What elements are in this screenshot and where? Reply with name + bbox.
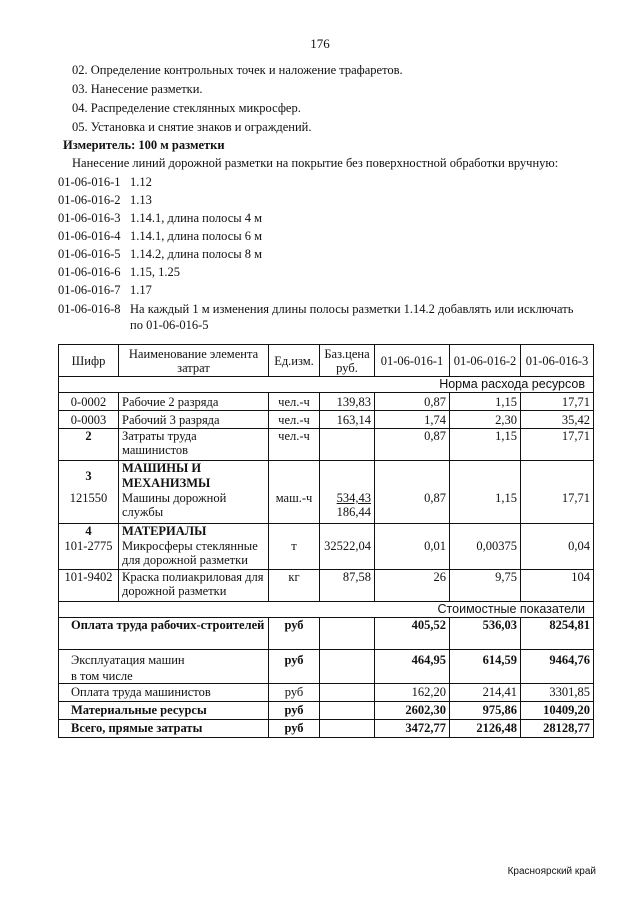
cell-empty (450, 523, 521, 539)
section-row-norm (59, 377, 594, 393)
summary-value: 3472,77 (375, 719, 450, 737)
code-label: 01-06-016-5 (58, 247, 121, 261)
cell-value: 0,01 (375, 539, 450, 569)
operation-item: 05. Установка и снятие знаков и ограждений. (72, 120, 312, 134)
summary-value: 28128,77 (521, 719, 594, 737)
cell-price-empty (320, 429, 375, 461)
summary-name: Оплата труда рабочих-строителей (59, 617, 269, 649)
cell-name: Машины дорожной службы (119, 491, 269, 523)
cell-price: 32522,04 (320, 539, 375, 569)
header-name: Наименование элемента затрат (119, 345, 269, 377)
summary-unit: руб (269, 617, 320, 649)
summary-unit: руб (269, 683, 320, 701)
summary-name: Оплата труда машинистов (59, 683, 269, 701)
code-label: 01-06-016-6 (58, 265, 121, 279)
summary-value: 9464,76 (521, 649, 594, 683)
cell-value: 35,42 (521, 411, 594, 429)
summary-value: 2602,30 (375, 701, 450, 719)
cell-empty (521, 523, 594, 539)
summary-value: 975,86 (450, 701, 521, 719)
cell-empty (320, 461, 375, 492)
section-row-cost (59, 601, 594, 617)
code-label: 01-06-016-8 (58, 302, 121, 316)
summary-value: 536,03 (450, 617, 521, 649)
cell-value: 17,71 (521, 393, 594, 411)
code-label: 01-06-016-3 (58, 211, 121, 225)
cell-code: 0-0003 (59, 411, 119, 429)
header-unit: Ед.изм. (269, 345, 320, 377)
cell-group-name: МАШИНЫ И МЕХАНИЗМЫ (119, 461, 269, 492)
header-col-2: 01-06-016-2 (450, 345, 521, 377)
code-value: 1.14.1, длина полосы 4 м (130, 211, 263, 225)
cell-empty (320, 683, 375, 701)
page-number: 176 (310, 36, 330, 51)
table-row (59, 411, 594, 429)
summary-value: 162,20 (375, 683, 450, 701)
cell-price: 163,14 (320, 411, 375, 429)
cell-empty (320, 701, 375, 719)
cell-empty (269, 461, 320, 492)
code-value: 1.12 (130, 175, 152, 189)
header-col-3: 01-06-016-3 (521, 345, 594, 377)
cell-unit: т (269, 539, 320, 569)
table-row (59, 539, 594, 569)
summary-row (59, 617, 594, 649)
table-group-row (59, 523, 594, 539)
code-label: 01-06-016-7 (58, 283, 121, 297)
summary-unit: руб (269, 649, 320, 683)
cell-code: 101-9402 (59, 569, 119, 601)
cell-value: 104 (521, 569, 594, 601)
cell-empty (375, 523, 450, 539)
summary-row-total (59, 719, 594, 737)
cell-name: Затраты труда машинистов (119, 429, 269, 461)
cell-price-group (320, 491, 375, 523)
header-code: Шифр (59, 345, 119, 377)
summary-row (59, 683, 594, 701)
operation-item: 04. Распределение стеклянных микросфер. (72, 101, 301, 115)
code-value: На каждый 1 м изменения длины полосы разметки 1.14.2 добавлять или исключать (130, 302, 574, 316)
summary-value: 464,95 (375, 649, 450, 683)
header-price: Баз.цена руб. (320, 345, 375, 377)
cell-empty (450, 461, 521, 492)
cell-unit: чел.-ч (269, 429, 320, 461)
summary-value: 614,59 (450, 649, 521, 683)
operation-item: 02. Определение контрольных точек и наложение трафаретов. (72, 63, 403, 77)
code-value: 1.17 (130, 283, 152, 297)
summary-unit: руб (269, 719, 320, 737)
footer-region: Красноярский край (507, 866, 596, 877)
summary-name-group (59, 649, 269, 683)
cell-empty (320, 523, 375, 539)
summary-value: 2126,48 (450, 719, 521, 737)
summary-name: Всего, прямые затраты (59, 719, 269, 737)
cell-empty (320, 617, 375, 649)
summary-value: 10409,20 (521, 701, 594, 719)
summary-unit: руб (269, 701, 320, 719)
code-value-continuation: по 01-06-016-5 (130, 318, 209, 332)
cell-value: 9,75 (450, 569, 521, 601)
work-description: Нанесение линий дорожной разметки на покрытие без поверхностной обработки вручную: (72, 156, 559, 170)
cell-empty (269, 523, 320, 539)
table-row (59, 491, 594, 523)
cell-name: Рабочие 2 разряда (119, 393, 269, 411)
cell-value: 1,74 (375, 411, 450, 429)
cell-group-name: МАТЕРИАЛЫ (119, 523, 269, 539)
table-row (59, 429, 594, 461)
cost-table (58, 344, 594, 738)
summary-value: 405,52 (375, 617, 450, 649)
table-group-row (59, 461, 594, 492)
cell-code: 3 (59, 461, 119, 492)
summary-subtitle: в том числе (71, 668, 133, 683)
cell-price: 534,43 (336, 491, 371, 505)
code-value: 1.14.1, длина полосы 6 м (130, 229, 263, 243)
cell-name: Микросферы стеклянные для дорожной разметки (119, 539, 269, 569)
table-header-row (59, 345, 594, 377)
code-value: 1.14.2, длина полосы 8 м (130, 247, 263, 261)
header-col-1: 01-06-016-1 (375, 345, 450, 377)
cell-unit: чел.-ч (269, 411, 320, 429)
cell-price: 139,83 (320, 393, 375, 411)
summary-value: 3301,85 (521, 683, 594, 701)
section-label-norm: Норма расхода ресурсов (59, 377, 594, 393)
cell-price: 87,58 (320, 569, 375, 601)
cell-empty (521, 461, 594, 492)
cell-empty (320, 719, 375, 737)
code-value: 1.13 (130, 193, 152, 207)
cell-unit: чел.-ч (269, 393, 320, 411)
cell-code: 101-2775 (59, 539, 119, 569)
code-label: 01-06-016-4 (58, 229, 121, 243)
cell-value: 0,00375 (450, 539, 521, 569)
cell-unit: маш.-ч (269, 491, 320, 523)
cell-empty (320, 649, 375, 683)
summary-name: Материальные ресурсы (59, 701, 269, 719)
cell-value: 1,15 (450, 429, 521, 461)
cell-value: 0,87 (375, 429, 450, 461)
code-label: 01-06-016-2 (58, 193, 121, 207)
cell-name: Рабочий 3 разряда (119, 411, 269, 429)
section-label-cost: Стоимостные показатели (59, 601, 594, 617)
code-label: 01-06-016-1 (58, 175, 121, 189)
cell-value: 0,87 (375, 393, 450, 411)
cell-value: 17,71 (521, 491, 594, 523)
code-value: 1.15, 1.25 (130, 265, 180, 279)
summary-value: 8254,81 (521, 617, 594, 649)
cell-empty (375, 461, 450, 492)
cell-name: Краска полиакриловая для дорожной разметки (119, 569, 269, 601)
cell-code: 0-0002 (59, 393, 119, 411)
summary-value: 214,41 (450, 683, 521, 701)
summary-name: Эксплуатация машин (71, 652, 185, 667)
cell-code: 121550 (59, 491, 119, 523)
cell-value: 0,87 (375, 491, 450, 523)
cell-value: 0,04 (521, 539, 594, 569)
cell-value: 26 (375, 569, 450, 601)
cell-code: 4 (59, 523, 119, 539)
cell-unit: кг (269, 569, 320, 601)
measure-unit: Измеритель: 100 м разметки (63, 138, 225, 152)
cell-price-secondary: 186,44 (336, 505, 371, 519)
table-row (59, 393, 594, 411)
operation-item: 03. Нанесение разметки. (72, 82, 203, 96)
cell-value: 1,15 (450, 393, 521, 411)
cell-code: 2 (59, 429, 119, 461)
table-row (59, 569, 594, 601)
summary-row (59, 649, 594, 683)
summary-row (59, 701, 594, 719)
cell-value: 1,15 (450, 491, 521, 523)
cell-value: 2,30 (450, 411, 521, 429)
cell-value: 17,71 (521, 429, 594, 461)
